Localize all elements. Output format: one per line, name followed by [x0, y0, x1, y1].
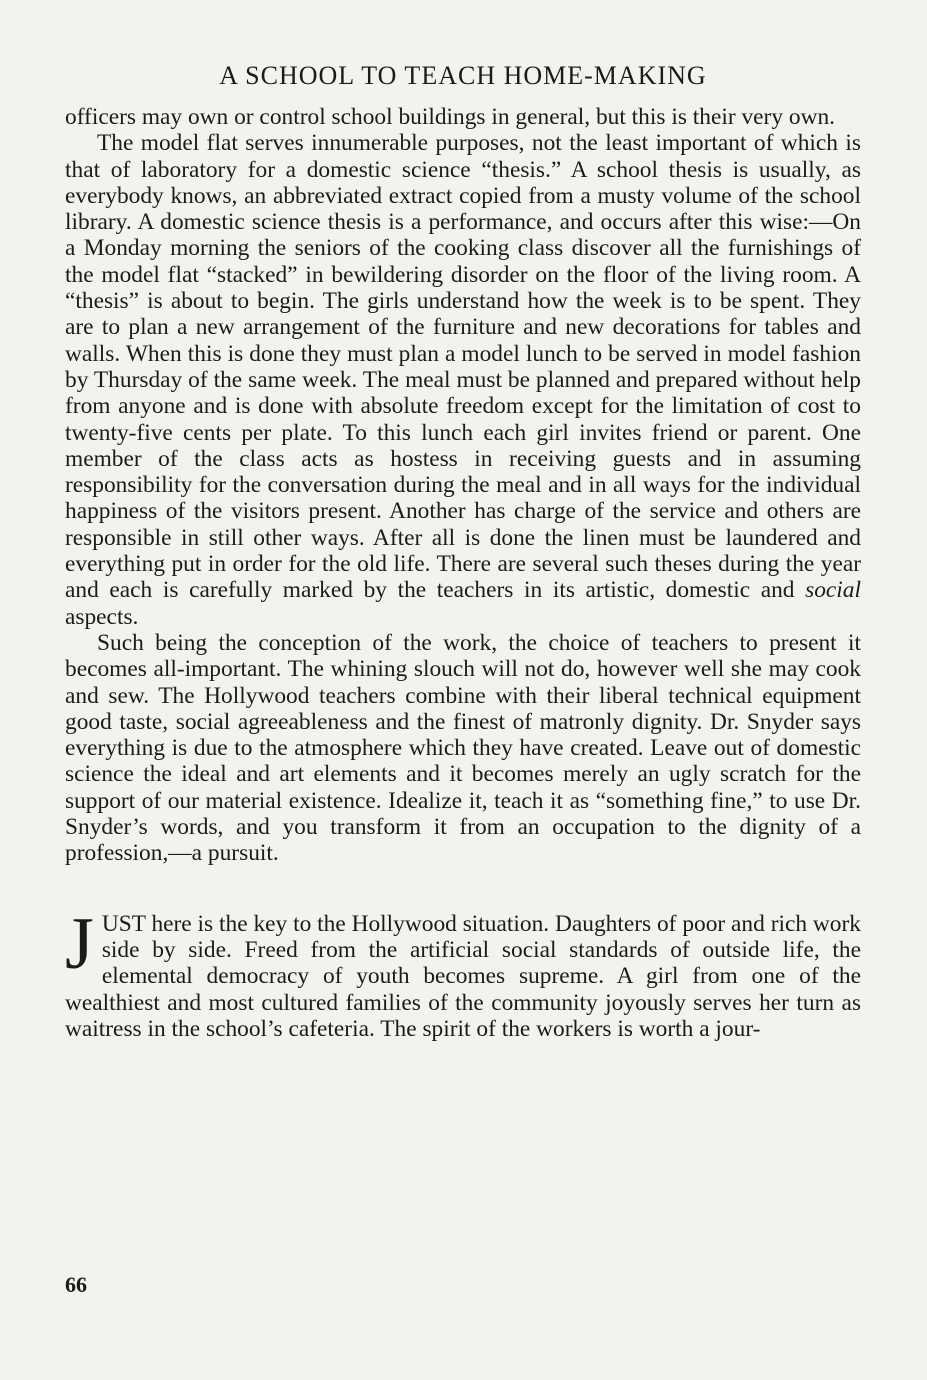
paragraph-4: [65, 902, 861, 1042]
page: [65, 58, 861, 1042]
paragraph-2-italic: social: [805, 577, 861, 604]
paragraph-2-end: aspects.: [65, 603, 139, 630]
body-text: [65, 104, 861, 1042]
page-number: 66: [65, 1272, 87, 1297]
running-title: A SCHOOL TO TEACH HOME-MAKING: [219, 61, 707, 90]
paragraph-3: Such being the conception of the work, the choice of teachers to present it becomes all-important. The whining slouch will not do, however well she may cook and sew. The Hollywood teachers combine with their liberal technical equipment good taste, social agreeableness and the finest of matronly dignity. Dr. Snyder says everything is due to the atmosphere which they have created. Leave out of domestic science the ideal and art elements and it becomes merely an ugly scratch for the support of our material existence. Idealize it, teach it as “something fine,” to use Dr. Snyder’s words, and you transform it from an occupation to the dignity of a profession,—a pursuit.: [65, 629, 861, 867]
paragraph-2-text: The model flat serves innumerable purposes, not the least important of which is that of laboratory for a domestic science “thesis.” A school thesis is usually, as everybody knows, an abbreviated extract copied from a musty volume of the school library. A domestic science thesis is a performance, and occurs after this wise:—On a Monday morning the seniors of the cooking class discover all the furnishings of the model flat “stacked” in bewildering disorder on the floor of the living room. A “thesis” is about to begin. The girls understand how the week is to be spent. They are to plan a new arrangement of the furniture and new decorations for tables and walls. When this is done they must plan a model lunch to be served in model fashion by Thursday of the same week. The meal must be planned and prepared without help from anyone and is done with absolute freedom except for the limitation of cost to twenty-five cents per plate. To this lunch each girl invites friend or parent. One member of the class acts as hostess in receiving guests and in assuming responsibility for the conversation during the meal and in all ways for the individual happiness of the visitors present. Another has charge of the service and others are responsible in still other ways. After all is done the linen must be laundered and everything put in order for the old life. There are several such theses during the year and each is carefully marked by the teachers in its artistic, domestic and: [65, 130, 861, 604]
drop-cap: J: [65, 902, 94, 985]
paragraph-2: [65, 130, 861, 630]
paragraph-4-text: UST here is the key to the Hollywood situation. Daughters of poor and rich work side by side. Freed from the artificial social standards of outside life, the elemental democracy of youth becomes supreme. A girl from one of the wealthiest and most cultured families of the community joyously serves her turn as waitress in the school’s cafeteria. The spirit of the workers is worth a jour-: [65, 910, 861, 1042]
section-break: [65, 867, 861, 911]
paragraph-1: officers may own or control school buildings in general, but this is their very own.: [65, 104, 836, 130]
